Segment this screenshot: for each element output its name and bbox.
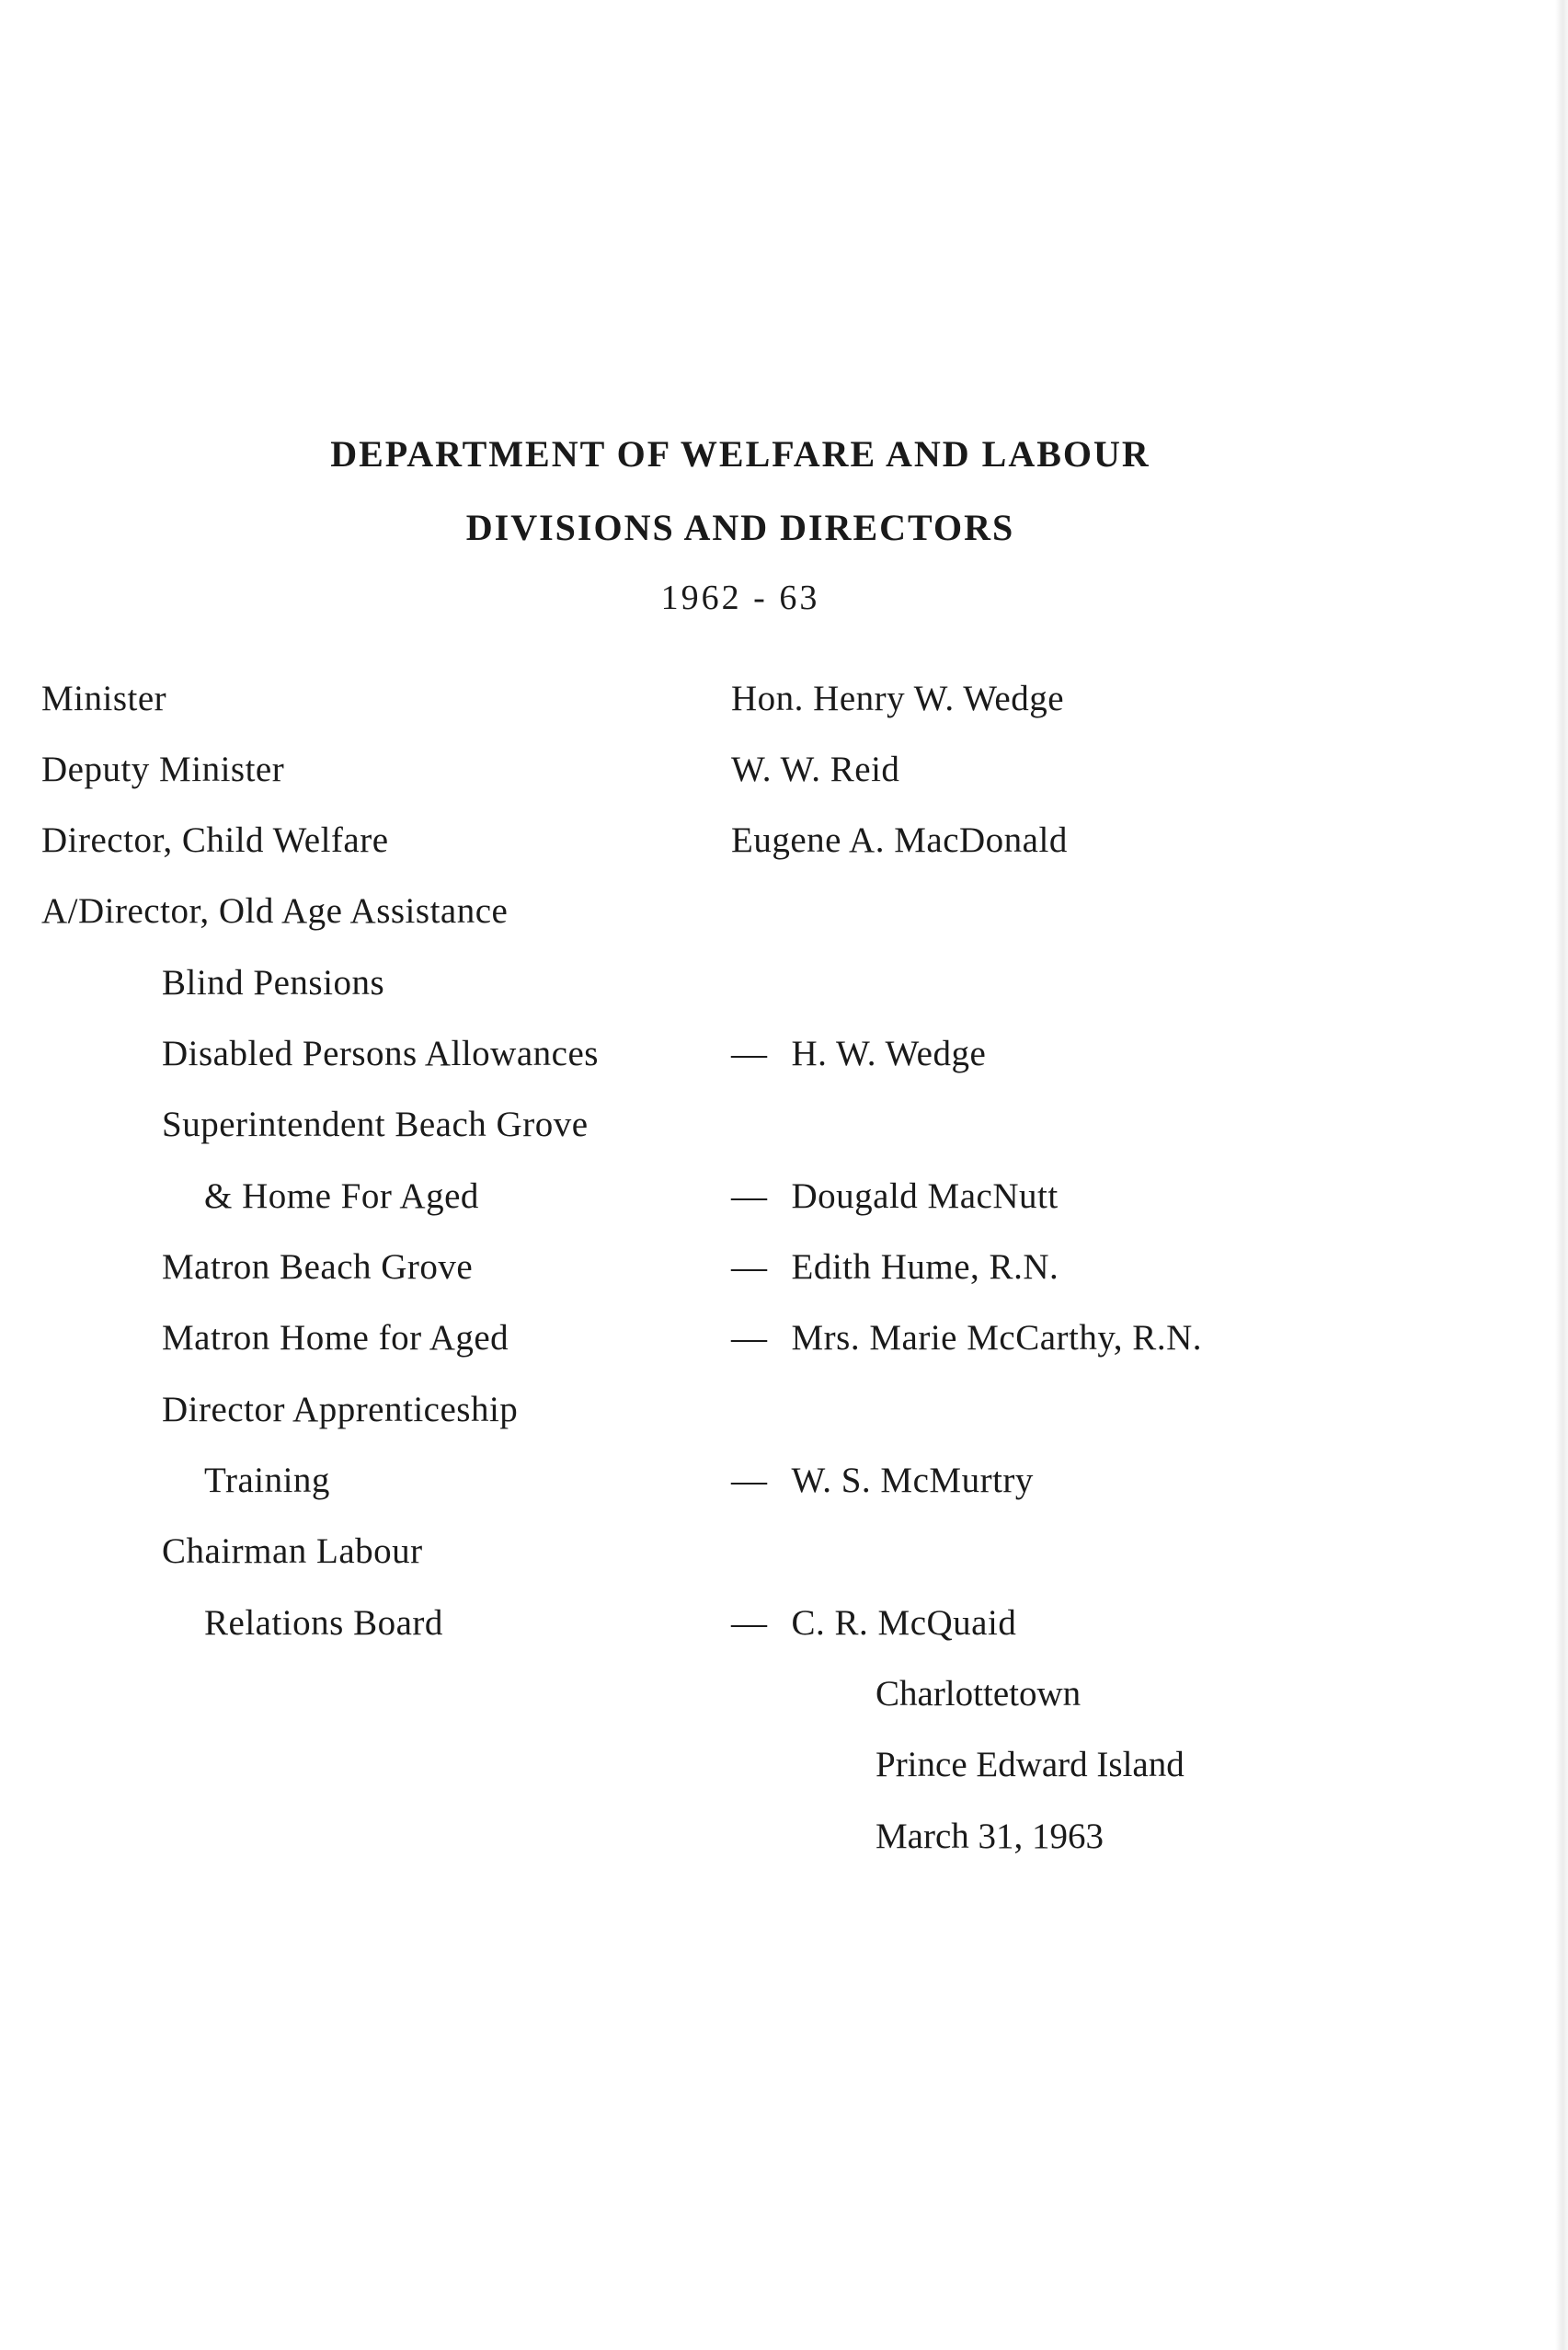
- role-label: Relations Board: [204, 1603, 443, 1643]
- person-entry: [731, 1602, 1016, 1644]
- person-name: Dougald MacNutt: [791, 1176, 1059, 1216]
- role-label: A/Director, Old Age Assistance: [41, 891, 509, 931]
- role-label: Deputy Minister: [41, 750, 285, 789]
- fiscal-year: 1962 - 63: [660, 579, 820, 617]
- page-edge-shadow: [1555, 0, 1568, 2350]
- page-subtitle: DIVISIONS AND DIRECTORS: [465, 507, 1015, 548]
- role-label: Superintendent Beach Grove: [162, 1105, 589, 1144]
- person-entry: [731, 1033, 986, 1074]
- role-label: & Home For Aged: [204, 1176, 479, 1216]
- dash-separator: —: [731, 1603, 768, 1643]
- dash-separator: —: [731, 1176, 768, 1216]
- person-entry: [731, 1460, 1034, 1501]
- person-name: Edith Hume, R.N.: [791, 1247, 1059, 1287]
- person-name: C. R. McQuaid: [791, 1603, 1017, 1643]
- role-label: Minister: [41, 679, 167, 718]
- address-province: Prince Edward Island: [876, 1745, 1185, 1784]
- role-label: Blind Pensions: [162, 963, 385, 1003]
- role-label: Director Apprenticeship: [162, 1390, 519, 1429]
- person-name: Hon. Henry W. Wedge: [731, 679, 1065, 718]
- dash-separator: —: [731, 1034, 768, 1073]
- dash-separator: —: [731, 1318, 768, 1358]
- role-label: Training: [204, 1461, 330, 1500]
- role-label: Director, Child Welfare: [41, 820, 389, 860]
- person-entry: [731, 1175, 1059, 1217]
- role-label: Chairman Labour: [162, 1531, 423, 1571]
- person-entry: [731, 1246, 1059, 1288]
- role-label: Matron Home for Aged: [162, 1318, 509, 1358]
- page-title: DEPARTMENT OF WELFARE AND LABOUR: [330, 433, 1150, 475]
- document-date: March 31, 1963: [876, 1817, 1104, 1856]
- dash-separator: —: [731, 1461, 768, 1500]
- person-name: Mrs. Marie McCarthy, R.N.: [791, 1318, 1202, 1358]
- dash-separator: —: [731, 1247, 768, 1287]
- address-city: Charlottetown: [876, 1674, 1082, 1714]
- role-label: Matron Beach Grove: [162, 1247, 474, 1287]
- person-entry: [731, 1317, 1202, 1358]
- person-name: W. S. McMurtry: [791, 1461, 1034, 1500]
- person-name: Eugene A. MacDonald: [731, 820, 1068, 860]
- person-name: W. W. Reid: [731, 750, 900, 789]
- person-name: H. W. Wedge: [791, 1034, 987, 1073]
- role-label: Disabled Persons Allowances: [162, 1034, 599, 1073]
